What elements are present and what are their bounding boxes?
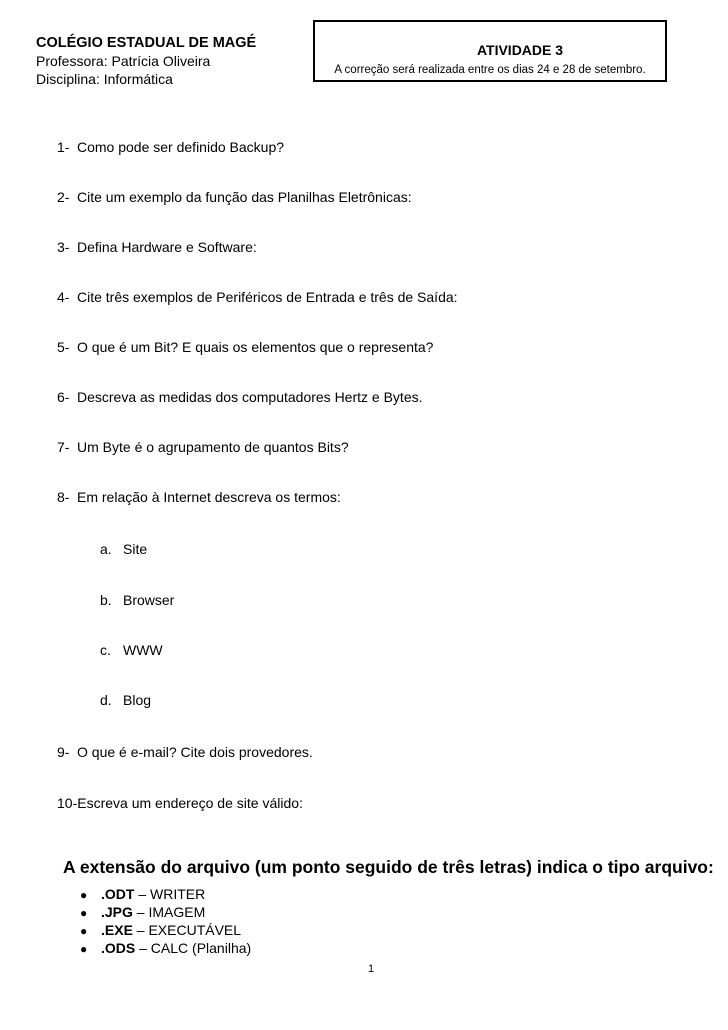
activity-box — [313, 20, 667, 82]
question-text: Escreva um endereço de site válido: — [77, 795, 303, 811]
bullet-icon: ● — [80, 924, 88, 938]
bullet-icon: ● — [80, 906, 88, 920]
extension-heading: A extensão do arquivo (um ponto seguido de três letras) indica o tipo arquivo: — [63, 857, 714, 877]
question-number: 6- — [57, 389, 70, 405]
subitem-c — [100, 641, 163, 659]
activity-title: ATIVIDADE 3 — [476, 42, 564, 58]
question-4 — [57, 288, 458, 306]
extension-code: .ODT — [101, 886, 135, 902]
question-text: Um Byte é o agrupamento de quantos Bits? — [77, 439, 349, 455]
question-6 — [57, 388, 423, 406]
subitem-letter: a. — [100, 541, 112, 557]
question-text: Defina Hardware e Software: — [77, 239, 257, 255]
teacher-name: Professora: Patrícia Oliveira — [36, 53, 211, 69]
bullet-icon: ● — [80, 888, 88, 902]
question-number: 10- — [57, 795, 78, 811]
subitem-letter: b. — [100, 592, 112, 608]
subject-name: Disciplina: Informática — [36, 71, 173, 87]
question-text: Cite três exemplos de Periféricos de Entrada e três de Saída: — [77, 289, 458, 305]
subitem-text: Blog — [123, 692, 152, 708]
subitem-text: Site — [123, 541, 148, 557]
question-number: 7- — [57, 439, 70, 455]
question-text: Como pode ser definido Backup? — [77, 139, 285, 155]
extension-item — [80, 921, 241, 940]
extension-item — [80, 939, 251, 958]
extension-item — [80, 885, 205, 904]
extension-code: .ODS — [101, 940, 136, 956]
question-7 — [57, 438, 349, 456]
school-name: COLÉGIO ESTADUAL DE MAGÉ — [36, 35, 257, 51]
extension-desc: – CALC (Planilha) — [135, 940, 252, 956]
extension-code: .JPG — [101, 904, 133, 920]
question-text: Descreva as medidas dos computadores Hertz e Bytes. — [77, 389, 423, 405]
extension-item — [80, 903, 205, 922]
question-text: Em relação à Internet descreva os termos: — [77, 489, 341, 505]
question-number: 3- — [57, 239, 70, 255]
page-number: 1 — [368, 963, 375, 975]
subitem-letter: c. — [100, 642, 111, 658]
bullet-icon: ● — [80, 942, 88, 956]
question-number: 8- — [57, 489, 70, 505]
question-2 — [57, 188, 412, 206]
question-10 — [57, 794, 303, 812]
question-1 — [57, 138, 284, 156]
question-number: 2- — [57, 189, 70, 205]
question-number: 5- — [57, 339, 70, 355]
question-number: 1- — [57, 139, 70, 155]
subitem-letter: d. — [100, 692, 112, 708]
correction-note: A correção será realizada entre os dias 24 e 28 de setembro. — [334, 64, 646, 76]
question-3 — [57, 238, 257, 256]
question-5 — [57, 338, 433, 356]
extension-desc: – WRITER — [134, 886, 206, 902]
question-text: O que é e-mail? Cite dois provedores. — [77, 744, 313, 760]
question-9 — [57, 743, 313, 761]
question-number: 4- — [57, 289, 70, 305]
subitem-a — [100, 540, 147, 558]
subitem-text: Browser — [123, 592, 175, 608]
question-text: O que é um Bit? E quais os elementos que o representa? — [77, 339, 434, 355]
question-text: Cite um exemplo da função das Planilhas Eletrônicas: — [77, 189, 412, 205]
question-8 — [57, 488, 341, 506]
extension-desc: – EXECUTÁVEL — [132, 922, 242, 938]
subitem-d — [100, 691, 151, 709]
question-number: 9- — [57, 744, 70, 760]
subitem-text: WWW — [123, 642, 163, 658]
subitem-b — [100, 591, 174, 609]
extension-code: .EXE — [101, 922, 133, 938]
extension-desc: – IMAGEM — [132, 904, 206, 920]
